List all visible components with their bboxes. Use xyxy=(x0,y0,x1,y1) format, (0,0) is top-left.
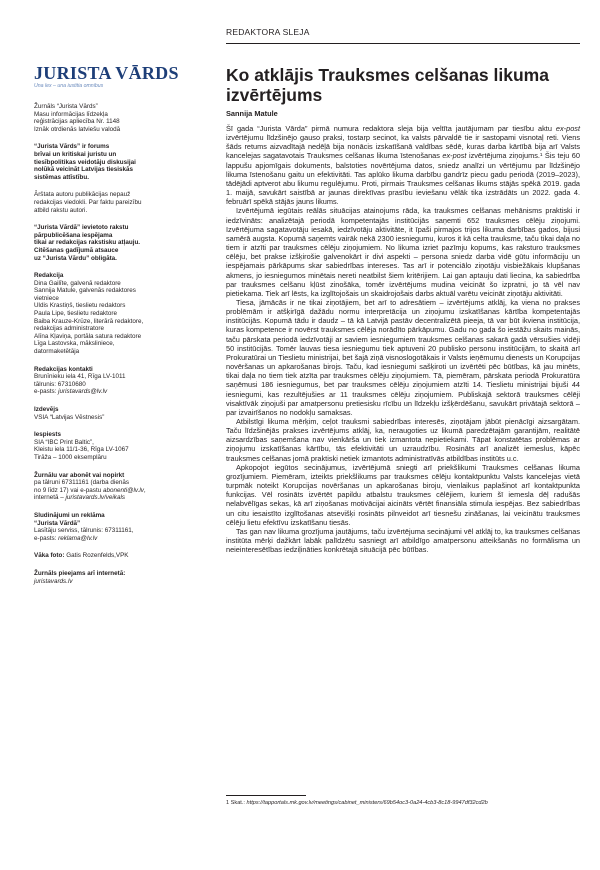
sidebar xyxy=(34,64,184,585)
journal-logo: JURISTA VĀRDS xyxy=(34,63,179,83)
printer: Iespiests SIA “IBC Print Baltic”, Kleistu iela 11/1-36, Rīga LV-1067 Tirāža – 1000 eksemplāru xyxy=(34,431,129,461)
footnote-divider xyxy=(226,795,306,796)
shop-link[interactable]: juristavards.lv/veikals xyxy=(65,494,126,502)
paragraph-6: Tas gan nav likuma grozījuma jautājums, taču izvērtējuma secinājumi vēl atklāj to, ka trauksmes celšanas institūta mērķi dažkārt labāk palīdzētu sasniegt arī atbildīgo amatpersonu atteikšanās no formālisma un neieinteresētības iedziļināties konkrētajā situācijā pēc būtības. xyxy=(226,526,580,555)
cover-photo-credit: Vāka foto: Gatis Rozenfelds,VPK xyxy=(34,552,129,560)
logo-tagline: Una lex – una iustitia omnibus xyxy=(34,83,104,89)
footnote: 1 Skat.: https://tapportals.mk.gov.lv/meetings/cabinet_ministers/69b54oc3-0a24-4cb3-8c18-9947df32cd2b xyxy=(226,800,488,806)
citation-notice: “Jurista Vārdā” ievietoto rakstu pārpublicēšana iespējama tikai ar redakcijas rakstisku atļauju. Citēšanas gadījumā atsauce uz “Jurista Vārdu” obligāta. xyxy=(34,224,141,262)
header-divider xyxy=(226,43,580,44)
subscription-email-link[interactable]: abonenti@lv.lv xyxy=(102,486,144,494)
paragraph-2: Izvērtējumā iegūtais reālās situācijas atainojums rāda, ka trauksmes celšanas mehānisms praktiski ir iedzīvināts: analizētajā periodā kompetentajās institūcijās saņemti 652 trauksmes cēlēju ziņojumi. Izvērtējuma sagatavotāju iesakā, iedzīvotāju aktivitāte, it īpaši pirmajos trijos likuma darbības gados, bijusi samērā augsta. Kopumā saņemts vairāk nekā 2300 iesniegumu, kuros it kā celta trauksme, taču tikai daļa no tiem ir atzīti par trauksmes cēlēju ziņojumiem. No likuma izriet pazīmju kopums, kas raksturo trauksmes cēlēju, bet prakse izšķirošie galvenokārt ir divi aspekti – persona sniedz darba vidē gūtu informāciju un iespējamais pārkāpums skar sabiedrības intereses. Tas arī ir potenciālo ziņotāju visbiežākais klupšanas akmens, jo iesniegumos minētais nereti neatbilst šiem kritērijiem. Lai gan aptauju dati liecina, ka sabiedrība par trauksmes celšanu kļūst zinošāka, tomēr izvērtējums mudina veicināt šo izpratni, jo tā vēl nav pietiekama. Tiek arī lēsts, ka izglītojošais un skaidrojošais darbs aktuāl varētu veicināt ziņotāju aktivitāti. xyxy=(226,206,580,298)
publisher-info: Žurnāls “Jurista Vārds” Masu informācijas līdzekļa reģistrācijas apliecība Nr. 1148 Iznāk otrdienās latviešu valodā xyxy=(34,103,121,133)
article-body xyxy=(226,124,580,554)
paragraph-1: Šī gada “Jurista Vārda” pirmā numura redaktora sleja bija veltīta jautājumam par tiesību aktu ex-post izvērtējumu līdzšinējo gauso praksi, tostarp secinot, ka valsts pārvaldē tie ir sastopami visnotaļ reti. Viens šāds retums aizvadītajā nedēļā bija nonācis izskatīšanā valdības sēdē, kuras darba kārtībā bija arī Valsts kancelejas sagatavotais Trauksmes celšanas likuma īstenošanas ex-post izvērtējuma ziņojums.¹ Šis teju 60 lappušu apjomīgais dokuments, balstoties novērtējuma datos, sniedz analīzi un vērtējumu par līdzšinējo likuma īstenošanu gaitu un efektivitāti. Tas aplūko likuma darbību gandrīz piecu gadu periodā (2019–2023), tādējādi aptverot abu likumu regulējumu. Proti, pirmais Trauksmes celšanas likums stājās spēkā 2019. gada 1. maijā, savukārt saistībā ar jaunas direktīvas prasību ieviešanu vēlāk tika izstrādāts un 2022. gada 4. februārī spēkā stājās jauns likums. xyxy=(226,124,580,207)
ads-info: Sludinājumi un reklāma “Jurista Vārdā” Lasītāju serviss, tālrunis: 67311161, e-pasts: reklama@lv.lv xyxy=(34,511,134,542)
paragraph-4: Atbilstīgi likuma mērķim, ceļot trauksmi sabiedrības interesēs, ziņotājam jābūt pienācīgi aizsargātam. Taču līdzšinējās prakses izvērtējums atklāj, ka, neraugoties uz likumā paredzētajām garantijām, realitātē aizsardzības saņemšana nav vienkārša un tiek izmantota nepietiekami. Tāpat konstatētas problēmas ar ziņojumu izskatīšanas kārtību, tās efektivitāti un uzraudzību. Rosināts arī analizēt iemeslus, kāpēc trauksmes celšanas jomā praktiski netiek izmantots administratīvās atbildības institūts u.c. xyxy=(226,417,580,463)
footnote-link[interactable]: https://tapportals.mk.gov.lv/meetings/cabinet_ministers/69b54oc3-0a24-4cb3-8c18-9947df32cd2b xyxy=(246,800,488,806)
paragraph-3: Tiesa, jāmācās ir ne tikai ziņotājiem, bet arī to adresātiem – izvērtējums atklāj, ka viena no prakses problēmām ir atšķirīgā dažādu normu interpretācija un ziņojumu izskatīšanas kārtība kompetentajās institūcijās. Kopumā tādu ir daudz – tā kā Latvijā pastāv decentralizētā pieeja, tā var būt ikviena institūcija, kuras kompetence ir novērst trauksmes cēlēja norādīto pārkāpumu. Gadu no gada šo iestāžu skaits mainās, taču pārskata periodā iedzīvotāji ar saviem iesniegumiem trauksmes celšanas sakarā gadā vērsušies vidēji 50 institūcijās. Tomēr lauvas tiesa iesniegumu tiek aptuveni 20 publisko personu institūcijām, to skaitā arī Prokuratūrai un Tieslietu ministrijai, bet šajā ziņā visnoslogotākais ir Valsts ieņēmumu dienests un Korupcijas novēršanas un apkarošanas birojs. Taču, kad iesniegumi sašķiroti un izvērtēti pēc būtības, kā jau minēts, tikai daļa no tiem tiek atzīta par trauksmes cēlēju ziņojumiem. Tā, piemēram, pārskata periodā Prokuratūra saņēmusi 186 iesniegumus, bet par trauksmes cēlēju ziņojumiem atzīti 14. Tieslietu ministrijai bijuši 44 iesniegumi, kas rezultējušies ar 11 trauksmes cēlēju ziņojumiem. Publiskajā sektorā trauksmes cēlēji visaktīvāk ziņojuši par amatpersonu pretiesisku rīcību un līdzekļu izšķērdēšanu, savukārt privātajā sektorā – par izvairīšanos no nodokļu samaksas. xyxy=(226,297,580,417)
publisher: Izdevējs VSIA “Latvijas Vēstnesis” xyxy=(34,406,105,421)
editorial-contacts: Redakcijas kontakti Brunīnieku iela 41, Rīga LV-1011 tālrunis: 67310680 e-pasts: juristavards@lv.lv xyxy=(34,365,126,396)
paragraph-5: Apkopojot iegūtos secinājumus, izvērtējumā sniegti arī priekšlikumi Trauksmes celšanas likuma grozījumiem. Piemēram, izteikts priekšlikums par trauksmes cēlēju kontaktpunktu Valsts kancelejas vietā turpmāk noteikt Korupcijas novēršanas un apkarošanas biroju, vienlaikus paplašinot arī kontaktpunkta funkcijas. Vēl rosināts izvērtēt papildu atbalstu trauksmes cēlējiem, kuriem šī iemesla dēļ radušās nelabvēlīgas sekas, kā arī ziņošanas motivācijai aicināts vērtēt finansiāla stimula iespējas. Bez sabiedrības un citu iesaistīto izglītošanas atsevišķi rosināts pilnveidot arī tiesnešu zināšanas, lai veicinātu trauksmes cēlēju lietu efektīvu izskatīšanu tiesās. xyxy=(226,462,580,527)
ads-email-link[interactable]: reklama@lv.lv xyxy=(58,534,98,542)
website-link[interactable]: juristavards.lv xyxy=(34,577,73,585)
disclaimer: Ārštata autoru publikācijas nepauž redakcijas viedokli. Par faktu pareizību atbild rakstu autori. xyxy=(34,191,142,214)
section-label: REDAKTORA SLEJA xyxy=(226,27,310,37)
mission-statement: “Jurista Vārds” ir forums brīvai un kritiskai juristu un tiesībpolitikas veidotāju diskusijai nolūkā veicināt Latvijas tiesiskās sistēmas attīstību. xyxy=(34,143,136,181)
subscription-info: Žurnālu var abonēt vai nopirkt pa tālruni 67311161 (darba dienās no 9 līdz 17) vai e-pastu abonenti@lv.lv, internetā – juristavards.lv/veikals xyxy=(34,471,146,502)
article-author: Sannija Matule xyxy=(226,109,278,118)
contacts-email-link[interactable]: juristavards@lv.lv xyxy=(58,388,108,396)
editorial-staff: Redakcija Dina Gailīte, galvenā redaktore Sannija Matule, galvenās redaktores vietniece Uldis Krastiņš, tieslietu redaktors Paula Lipe, tieslietu redaktore Baiba Krauze-Krūze, literārā redaktore, redakcijas administratore Alīna Kļaviņa, portāla satura redaktore Līga Lastovska, māksliniece, datormaketētāja xyxy=(34,272,144,356)
article-title: Ko atklājis Trauksmes celšanas likuma izvērtējums xyxy=(226,65,549,105)
web-info: Žurnāls pieejams arī internetā: juristavards.lv xyxy=(34,570,184,585)
